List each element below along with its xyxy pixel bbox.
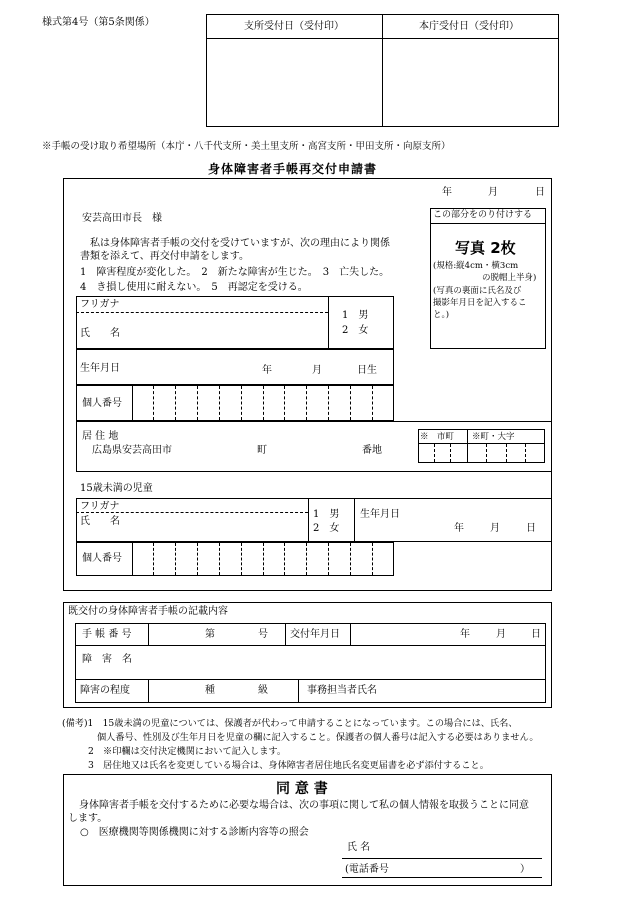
remark-1b: 個人番号、性別及び生年月日を児童の欄に記入すること。保護者の個人番号は記入する必要はありません。 bbox=[97, 732, 539, 743]
child-id-label: 個人番号 bbox=[82, 553, 122, 564]
child-section-label: 15歳未満の児童 bbox=[80, 483, 153, 494]
applicant-id-cells[interactable] bbox=[132, 386, 394, 420]
child-birth-year: 年 bbox=[454, 523, 464, 534]
town-code-cells[interactable] bbox=[467, 444, 545, 462]
applicant-furigana-label: フリガナ bbox=[80, 299, 120, 310]
notebook-number-input[interactable] bbox=[218, 625, 256, 643]
degree-kyu: 級 bbox=[258, 685, 268, 696]
degree-label: 障害の程度 bbox=[80, 685, 130, 696]
child-birth-month: 月 bbox=[490, 523, 500, 534]
consent-item: ○ 医療機関等関係機関に対する診断内容等の照会 bbox=[80, 827, 309, 838]
photo-header: この部分をのり付けする bbox=[433, 210, 533, 220]
child-id-cells[interactable] bbox=[132, 543, 394, 575]
applicant-furigana-input[interactable] bbox=[130, 297, 326, 311]
degree-shu: 種 bbox=[205, 685, 215, 696]
applicant-birth-label: 生年月日 bbox=[80, 363, 120, 374]
remark-2: 2 ※印欄は交付決定機関において記入します。 bbox=[88, 746, 287, 757]
notebook-go: 号 bbox=[258, 629, 268, 640]
applicant-name-input[interactable] bbox=[130, 314, 326, 347]
remark-1a: (備考)1 15歳未満の児童については、保護者が代わって申請することになっています。この場合には、氏名、 bbox=[62, 718, 518, 729]
consent-name-input[interactable] bbox=[380, 840, 540, 856]
date-month: 月 bbox=[488, 187, 498, 198]
applicant-name-label: 氏 名 bbox=[80, 328, 120, 339]
town-code-label: ※町・大字 bbox=[472, 432, 515, 442]
photo-spec1: (規格:縦4cm・横3cm bbox=[433, 261, 519, 271]
previous-section-label: 既交付の身体障害者手帳の記載内容 bbox=[68, 606, 228, 617]
notebook-dai: 第 bbox=[205, 629, 215, 640]
child-birth-day: 日 bbox=[526, 523, 536, 534]
consent-phone-close: ） bbox=[520, 864, 530, 875]
consent-phone-input[interactable] bbox=[400, 862, 516, 876]
form-title: 身体障害者手帳再交付申請書 bbox=[208, 162, 378, 176]
notebook-number-label: 手 帳 番 号 bbox=[82, 629, 132, 640]
city-code-label: ※ 市町 bbox=[420, 432, 455, 442]
issue-date-label: 交付年月日 bbox=[290, 629, 340, 640]
pickup-location-note: ※手帳の受け取り希望場所（本庁・八千代支所・美土里支所・高宮支所・甲田支所・向原支所） bbox=[42, 141, 451, 152]
address-prefecture: 広島県安芸高田市 bbox=[92, 445, 172, 456]
child-name-input[interactable] bbox=[130, 514, 306, 540]
photo-note2: 撮影年月日を記入するこ bbox=[433, 298, 527, 308]
applicant-birth-day: 日生 bbox=[357, 365, 377, 376]
intro-line2: 書類を添えて、再交付申請をします。 bbox=[80, 251, 249, 262]
issue-month: 月 bbox=[496, 629, 506, 640]
applicant-birth-year: 年 bbox=[262, 365, 272, 376]
address-label: 居 住 地 bbox=[82, 431, 119, 442]
photo-note3: と。) bbox=[433, 310, 450, 320]
address-banchi-label: 番地 bbox=[362, 445, 382, 456]
consent-text1: 身体障害者手帳を交付するために必要な場合は、次の事項に関して私の個人情報を取扱うことに同意 bbox=[79, 800, 529, 811]
consent-phone-label: (電話番号 bbox=[345, 864, 389, 875]
applicant-birth-month: 月 bbox=[312, 365, 322, 376]
addressee: 安芸高田市長 様 bbox=[82, 213, 162, 224]
reasons-line1: 1 障害程度が変化した。 2 新たな障害が生じた。 3 亡失した。 bbox=[80, 267, 390, 278]
applicant-birth-row bbox=[76, 349, 394, 385]
form-number: 様式第4号（第5条関係） bbox=[42, 17, 155, 28]
issue-year: 年 bbox=[460, 629, 470, 640]
child-male-option[interactable]: 1 男 bbox=[313, 509, 340, 520]
photo-title: 写真 2枚 bbox=[455, 239, 516, 257]
consent-title: 同 意 書 bbox=[276, 781, 328, 797]
child-birth-label: 生年月日 bbox=[360, 509, 400, 520]
child-furigana-input[interactable] bbox=[130, 499, 306, 511]
intro-line1: 私は身体障害者手帳の交付を受けていますが、次の理由により関係 bbox=[90, 238, 390, 249]
staff-name-label: 事務担当者氏名 bbox=[307, 685, 377, 696]
disability-name-label: 障 害 名 bbox=[82, 654, 132, 665]
date-year: 年 bbox=[442, 187, 452, 198]
child-furigana-label: フリガナ bbox=[80, 501, 120, 512]
photo-note1: (写真の裏面に氏名及び bbox=[433, 286, 522, 296]
applicant-id-label: 個人番号 bbox=[82, 398, 122, 409]
consent-text2: します。 bbox=[68, 813, 108, 824]
applicant-female-option[interactable]: 2 女 bbox=[342, 325, 369, 336]
remark-3: 3 居住地又は氏名を変更している場合は、身体障害者居住地氏名変更届書を必ず添付すること。 bbox=[88, 760, 489, 771]
branch-reception-header: 支所受付日（受付印） bbox=[244, 21, 344, 32]
applicant-male-option[interactable]: 1 男 bbox=[342, 310, 369, 321]
main-reception-header: 本庁受付日（受付印） bbox=[419, 21, 519, 32]
reasons-line2: 4 き損し使用に耐えない。 5 再認定を受ける。 bbox=[80, 282, 308, 293]
consent-name-label: 氏 名 bbox=[347, 842, 371, 853]
child-name-label: 氏 名 bbox=[80, 516, 120, 527]
disability-name-input[interactable] bbox=[148, 647, 544, 677]
date-day: 日 bbox=[535, 187, 545, 198]
address-town-label: 町 bbox=[257, 445, 267, 456]
photo-spec2: の脱帽上半身) bbox=[482, 273, 537, 283]
issue-day: 日 bbox=[531, 629, 541, 640]
child-female-option[interactable]: 2 女 bbox=[313, 523, 340, 534]
city-code-cells[interactable] bbox=[418, 444, 467, 462]
